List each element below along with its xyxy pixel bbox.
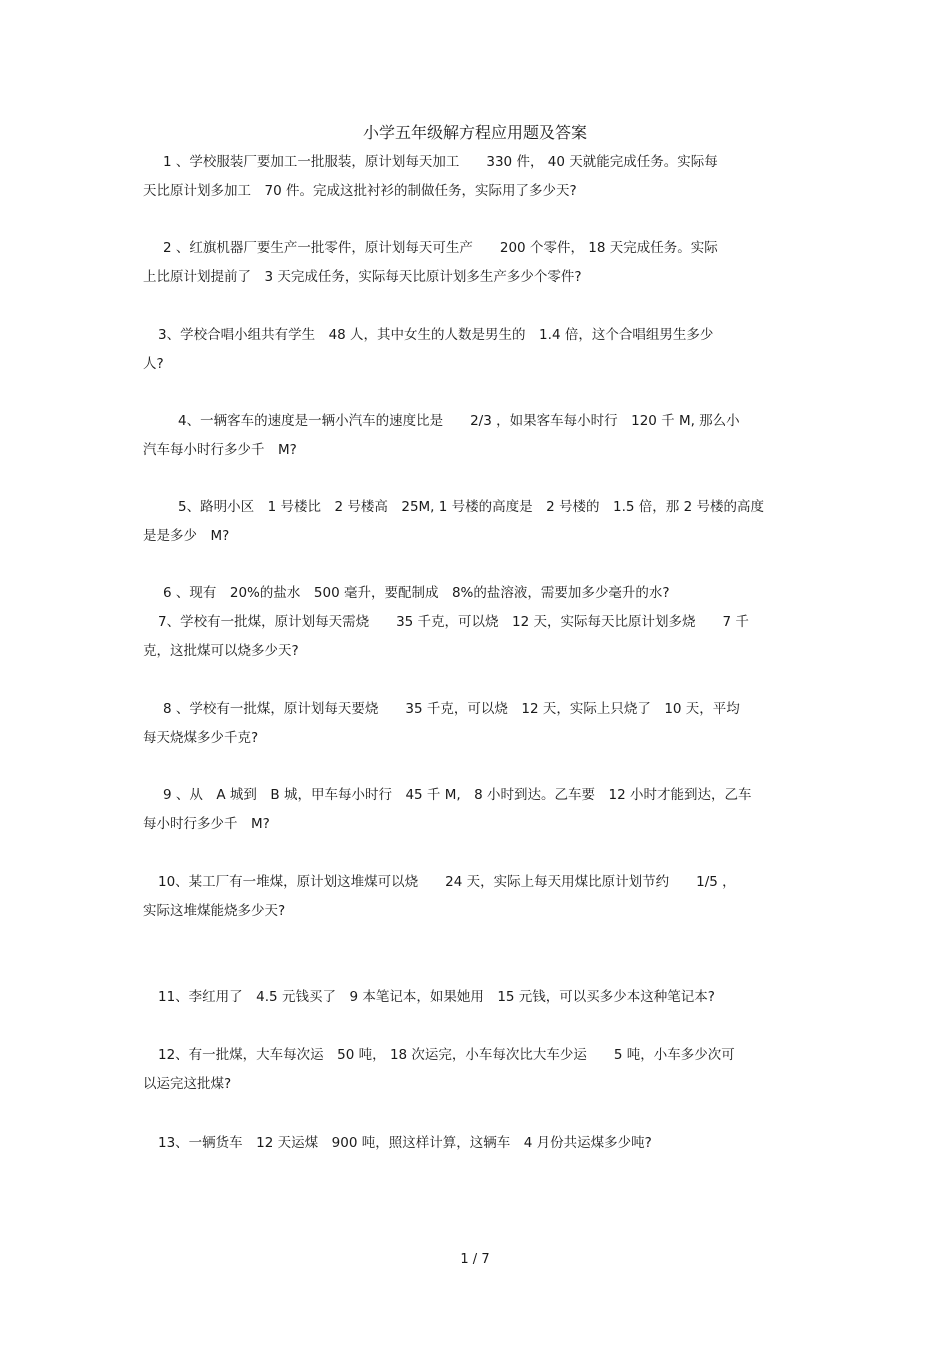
- question-3-line-1: 3、学校合唱小组共有学生 48 人，其中女生的人数是男生的 1.4 倍，这个合唱组男生多少: [158, 327, 714, 343]
- question-5-line-1: 5、路明小区 1 号楼比 2 号楼高 25M, 1 号楼的高度是 2 号楼的 1.5 倍，那 2 号楼的高度: [178, 499, 764, 515]
- question-13-line-1: 13、一辆货车 12 天运煤 900 吨，照这样计算，这辆车 4 月份共运煤多少吨?: [158, 1135, 652, 1151]
- question-12-line-1: 12、有一批煤，大车每次运 50 吨， 18 次运完，小车每次比大车少运 5 吨，小车多少次可: [158, 1047, 735, 1063]
- question-8-line-1: 8 、学校有一批煤，原计划每天要烧 35 千克，可以烧 12 天，实际上只烧了 10 天，平均: [163, 701, 740, 717]
- question-11-line-1: 11、李红用了 4.5 元钱买了 9 本笔记本，如果她用 15 元钱，可以买多少本这种笔记本?: [158, 989, 715, 1005]
- question-10-line-1: 10、某工厂有一堆煤，原计划这堆煤可以烧 24 天，实际上每天用煤比原计划节约 1/5 ，: [158, 874, 736, 890]
- question-7-line-1: 7、学校有一批煤，原计划每天需烧 35 千克，可以烧 12 天，实际每天比原计划多烧 7 千: [158, 614, 749, 630]
- question-9-line-1: 9 、从 A 城到 B 城，甲车每小时行 45 千 M, 8 小时到达。乙车要 12 小时才能到达，乙车: [163, 787, 752, 803]
- question-4-line-1: 4、一辆客车的速度是一辆小汽车的速度比是 2/3 ，如果客车每小时行 120 千 M, 那么小: [178, 413, 740, 429]
- question-4-line-2: 汽车每小时行多少千 M?: [143, 442, 297, 458]
- question-3-line-2: 人?: [143, 356, 164, 372]
- page-number: 1 / 7: [460, 1252, 490, 1267]
- question-10-line-2: 实际这堆煤能烧多少天?: [143, 903, 286, 919]
- question-6-line-1: 6 、现有 20%的盐水 500 毫升，要配制成 8%的盐溶液，需要加多少毫升的水?: [163, 585, 670, 601]
- question-2-line-1: 2 、红旗机器厂要生产一批零件，原计划每天可生产 200 个零件， 18 天完成任务。实际: [163, 240, 718, 256]
- question-9-line-2: 每小时行多少千 M?: [143, 816, 270, 832]
- question-8-line-2: 每天烧煤多少千克?: [143, 730, 259, 746]
- question-1-line-2: 天比原计划多加工 70 件。完成这批衬衫的制做任务，实际用了多少天?: [143, 183, 577, 199]
- question-1-line-1: 1 、学校服装厂要加工一批服装，原计划每天加工 330 件， 40 天就能完成任务。实际每: [163, 154, 718, 170]
- question-2-line-2: 上比原计划提前了 3 天完成任务，实际每天比原计划多生产多少个零件?: [143, 269, 582, 285]
- document-title: 小学五年级解方程应用题及答案: [362, 123, 587, 142]
- question-12-line-2: 以运完这批煤?: [143, 1076, 232, 1092]
- question-5-line-2: 是是多少 M?: [143, 528, 230, 544]
- question-7-line-2: 克，这批煤可以烧多少天?: [143, 643, 299, 659]
